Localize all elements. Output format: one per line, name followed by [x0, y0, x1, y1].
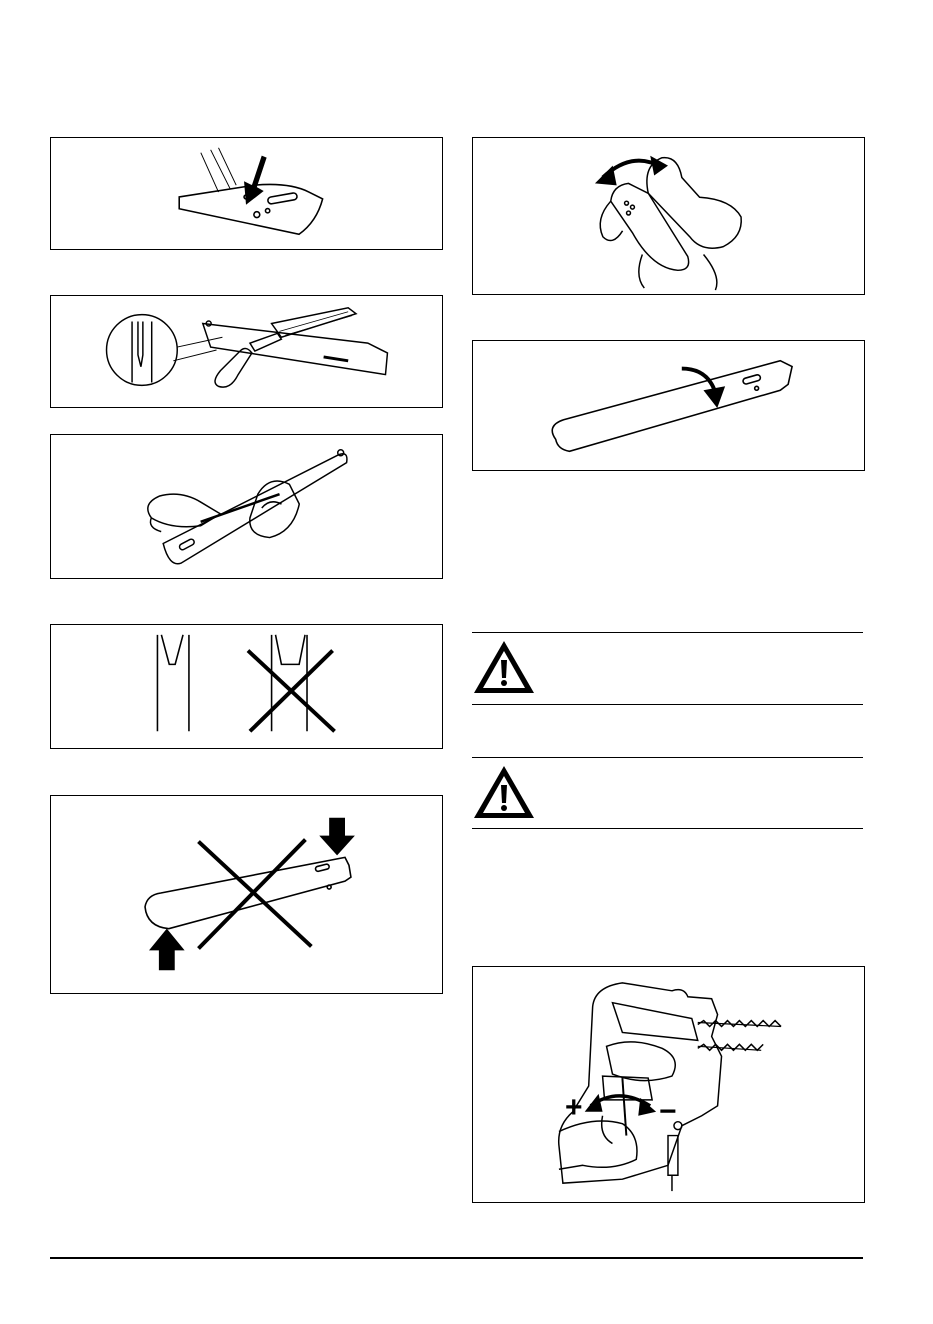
bar-flip-illustration — [473, 341, 864, 470]
warning-triangle-icon — [472, 763, 536, 821]
figure-chain-tension-adjust — [472, 966, 865, 1203]
figure-bar-flip — [472, 340, 865, 471]
curved-arrow-icon — [682, 369, 715, 393]
guide-bar-oil-hole-illustration — [51, 138, 442, 249]
warning-bottom-rule-1 — [472, 704, 863, 705]
figure-bar-turn-hand — [472, 137, 865, 295]
figure-bar-filing-hands — [50, 434, 443, 579]
filing-hands-illustration — [51, 435, 442, 578]
groove-profile-illustration — [51, 625, 442, 748]
warning-bottom-rule-2 — [472, 828, 863, 829]
warning-top-rule-2 — [472, 757, 863, 758]
chainsaw-body — [559, 983, 722, 1183]
up-arrow-icon — [149, 929, 185, 971]
right-hand — [250, 481, 299, 538]
correct-groove — [157, 635, 188, 731]
guide-bar-shape — [163, 454, 347, 564]
bar-turn-hand-illustration — [473, 138, 864, 294]
figure-bar-groove-file — [50, 295, 443, 408]
guide-bar-shape — [611, 183, 689, 270]
warning-top-rule-1 — [472, 632, 863, 633]
left-hand — [148, 494, 221, 527]
down-arrow-icon — [319, 818, 355, 856]
figure-groove-profile — [50, 624, 443, 749]
hand-right — [647, 158, 741, 249]
cross-mark-icon — [248, 651, 335, 732]
figure-bar-oil-hole — [50, 137, 443, 250]
figure-bar-wrong-force — [50, 795, 443, 994]
down-arrow-icon — [244, 156, 267, 205]
plus-sign-label: + — [565, 1091, 583, 1124]
guide-bar-shape — [145, 857, 351, 928]
warning-triangle-icon — [472, 638, 536, 696]
footer-rule — [50, 1257, 863, 1259]
minus-sign-label: − — [659, 1095, 677, 1128]
groove-file-illustration — [51, 296, 442, 407]
wrong-force-illustration — [51, 796, 442, 993]
hand-left — [600, 201, 622, 240]
chain-tension-illustration — [473, 967, 864, 1202]
groove-detail-circle — [107, 315, 178, 386]
